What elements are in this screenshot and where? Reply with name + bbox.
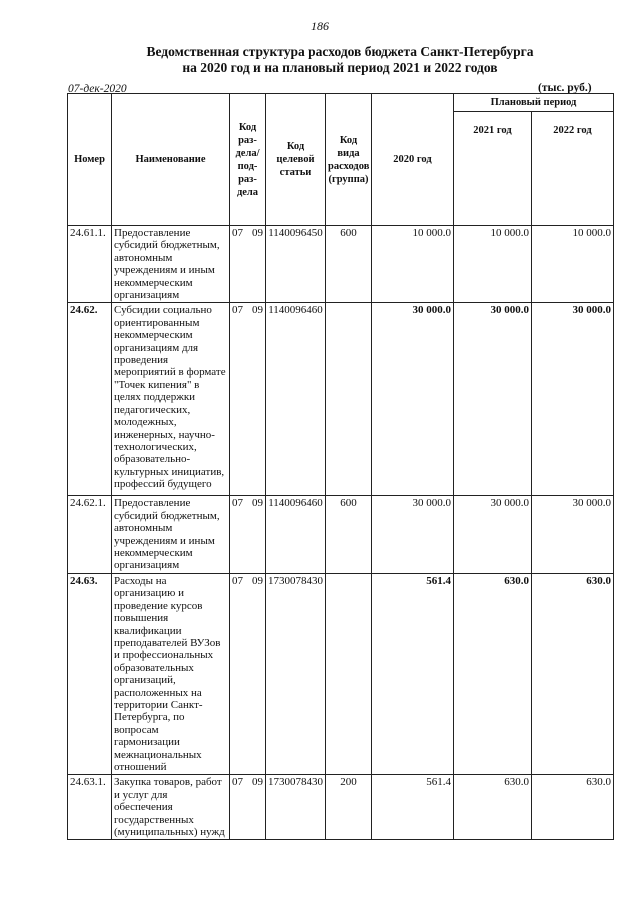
- row-section: [230, 303, 266, 496]
- row-subsection-code: 09: [252, 574, 263, 587]
- header-number: Номер: [68, 94, 112, 226]
- row-expense-type: 200: [326, 775, 372, 840]
- row-expense-type: [326, 573, 372, 775]
- row-value-2021: 30 000.0: [454, 303, 532, 496]
- row-section-code: 07: [232, 227, 243, 239]
- header-2020: 2020 год: [372, 94, 454, 226]
- row-target-code: 1140096450: [266, 226, 326, 303]
- row-target-code: 1140096460: [266, 496, 326, 573]
- header-name: Наименование: [112, 94, 230, 226]
- row-subsection-code: 09: [252, 776, 263, 789]
- row-target-code: 1140096460: [266, 303, 326, 496]
- row-value-2021: 630.0: [454, 775, 532, 840]
- row-value-2021: 630.0: [454, 573, 532, 775]
- row-number: 24.63.1.: [68, 775, 112, 840]
- row-subsection-code: 09: [252, 304, 263, 317]
- row-name: Закупка товаров, работ и услуг для обеспечения государственных (муниципальных) нужд: [112, 775, 230, 840]
- row-expense-type: [326, 303, 372, 496]
- table-row: [68, 303, 614, 496]
- row-expense-type: 600: [326, 226, 372, 303]
- row-section: [230, 775, 266, 840]
- row-subsection-code: 09: [252, 227, 263, 239]
- table-row: [68, 775, 614, 840]
- row-section: [230, 226, 266, 303]
- row-target-code: 1730078430: [266, 573, 326, 775]
- row-value-2020: 30 000.0: [372, 303, 454, 496]
- row-value-2022: 10 000.0: [532, 226, 614, 303]
- row-section-code: 07: [232, 574, 243, 587]
- row-section-code: 07: [232, 497, 243, 510]
- row-value-2020: 30 000.0: [372, 496, 454, 573]
- row-number: 24.61.1.: [68, 226, 112, 303]
- table-row: [68, 573, 614, 775]
- table-row: [68, 496, 614, 573]
- row-section-code: 07: [232, 776, 243, 789]
- header-planned-period: Плановый период: [454, 94, 614, 112]
- units-label: (тыс. руб.): [538, 82, 592, 94]
- row-subsection-code: 09: [252, 497, 263, 510]
- row-number: 24.62.1.: [68, 496, 112, 573]
- row-expense-type: 600: [326, 496, 372, 573]
- title-line-2: на 2020 год и на плановый период 2021 и 2022 годов: [182, 60, 498, 75]
- row-value-2020: 10 000.0: [372, 226, 454, 303]
- row-number: 24.62.: [68, 303, 112, 496]
- row-name: Расходы на организацию и проведение курсов повышения квалификации преподавателей ВУЗов и профессиональных образовательных организаций, расположенных на территории Санкт-Петербурга, по вопросам гармонизации межнациональных отношений: [112, 573, 230, 775]
- row-value-2020: 561.4: [372, 775, 454, 840]
- page-title: [60, 44, 620, 76]
- header-section-code: Код раз-дела/ под-раз-дела: [230, 94, 266, 226]
- header-expense-type-code: Код вида расходов (группа): [326, 94, 372, 226]
- row-value-2022: 630.0: [532, 775, 614, 840]
- table-row: [68, 226, 614, 303]
- row-value-2022: 30 000.0: [532, 496, 614, 573]
- budget-table: [67, 93, 614, 840]
- row-value-2021: 30 000.0: [454, 496, 532, 573]
- row-value-2022: 630.0: [532, 573, 614, 775]
- page-number: 186: [311, 19, 329, 33]
- row-name: Субсидии социально ориентированным некоммерческим организациям для проведения мероприятий в формате "Точек кипения" в целях поддержки педагогических, молодежных, инженерных, научно-технологических, образовательно-культурных инициатив, профессий будущего: [112, 303, 230, 496]
- header-target-code: Код целевой статьи: [266, 94, 326, 226]
- header-2021: 2021 год: [454, 112, 532, 226]
- title-line-1: Ведомственная структура расходов бюджета Санкт-Петербурга: [146, 44, 534, 59]
- row-name: Предоставление субсидий бюджетным, автономным учреждениям и иным некоммерческим организациям: [112, 226, 230, 303]
- table-header-row: [68, 94, 614, 112]
- row-number: 24.63.: [68, 573, 112, 775]
- row-value-2020: 561.4: [372, 573, 454, 775]
- row-section-code: 07: [232, 304, 243, 317]
- row-section: [230, 573, 266, 775]
- document-date: 07-дек-2020: [68, 83, 127, 95]
- row-name: Предоставление субсидий бюджетным, автономным учреждениям и иным некоммерческим организациям: [112, 496, 230, 573]
- row-value-2022: 30 000.0: [532, 303, 614, 496]
- row-value-2021: 10 000.0: [454, 226, 532, 303]
- row-section: [230, 496, 266, 573]
- header-2022: 2022 год: [532, 112, 614, 226]
- row-target-code: 1730078430: [266, 775, 326, 840]
